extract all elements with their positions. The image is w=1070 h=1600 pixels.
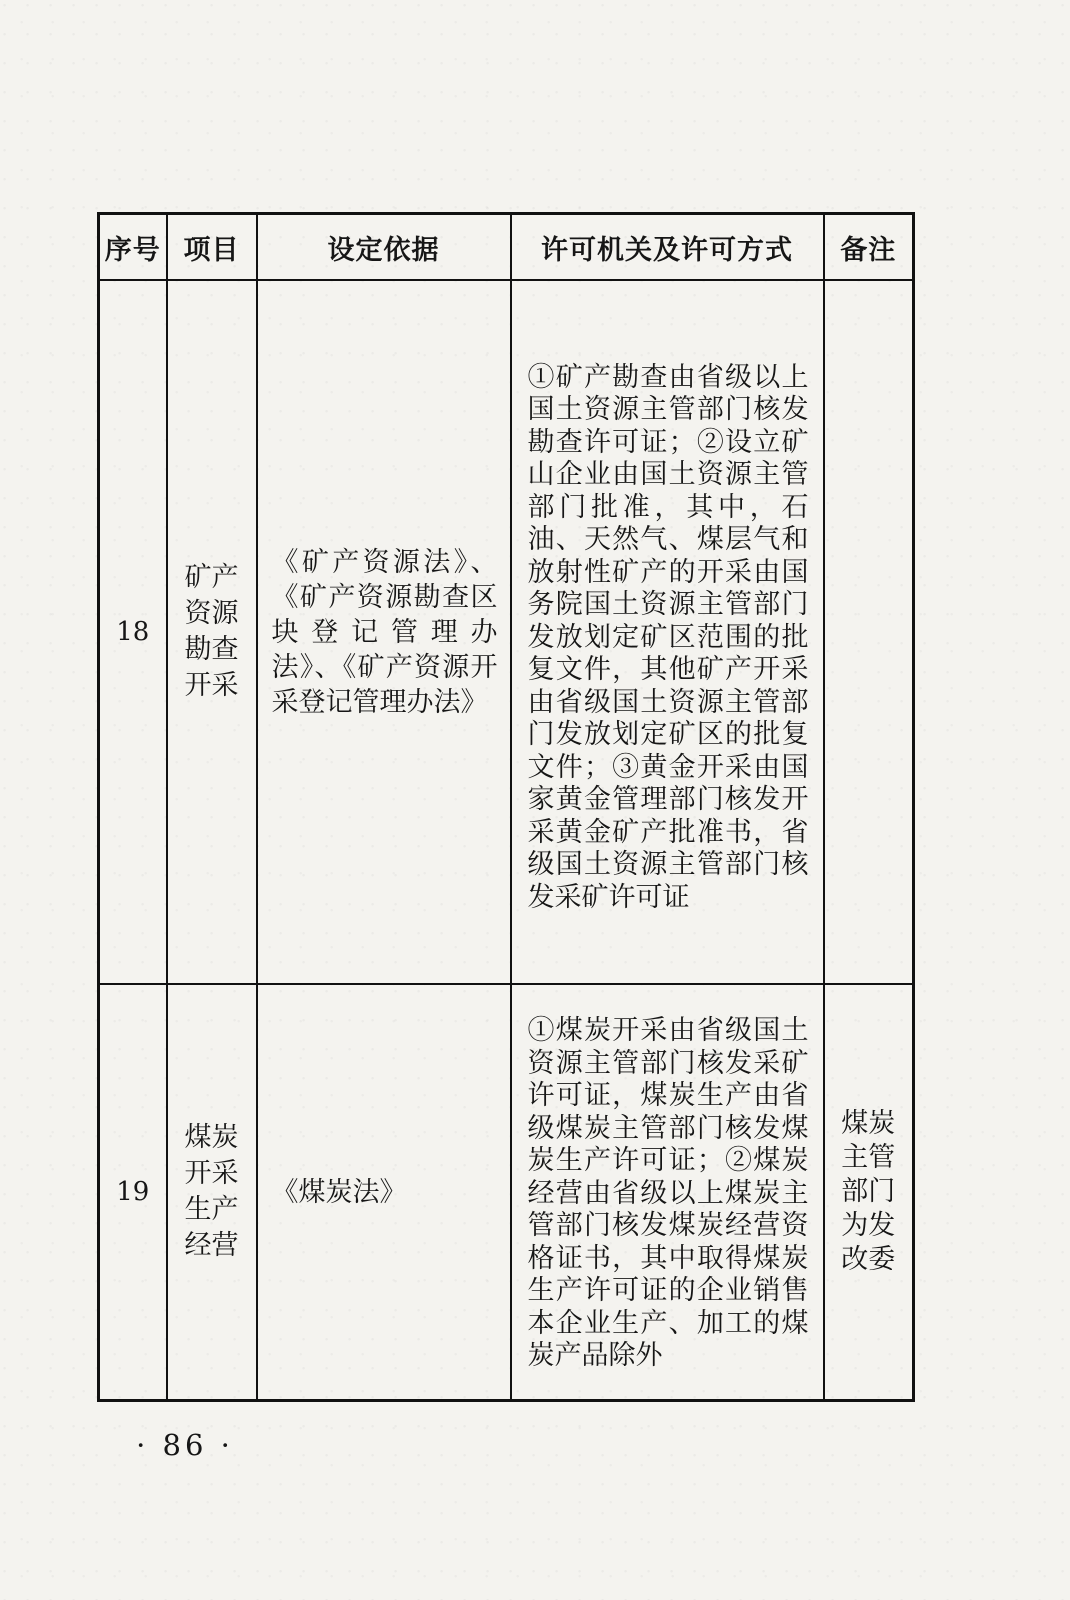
page-number: · 86 · — [136, 1428, 234, 1462]
header-item: 项目 — [167, 214, 257, 281]
table-row — [99, 984, 914, 1401]
row-item-line: 勘查 — [184, 634, 239, 665]
row-remarks-line: 改委 — [841, 1244, 896, 1275]
row-legal-basis: 《煤炭法》 — [257, 984, 511, 1401]
row-item-line: 矿产 — [184, 562, 239, 593]
table-header-row — [99, 214, 914, 281]
row-authority-and-method: ①矿产勘查由省级以上国土资源主管部门核发勘查许可证；②设立矿山企业由国土资源主管部门批准，其中，石油、天然气、煤层气和放射性矿产的开采由国务院国土资源主管部门发放划定矿区范围的批复文件，其他矿产开采由省级国土资源主管部门发放划定矿区的批复文件；③黄金开采由国家黄金管理部门核发开采黄金矿产批准书，省级国土资源主管部门核发采矿许可证 — [511, 280, 824, 984]
row-item-line: 经营 — [184, 1230, 239, 1261]
table-row — [99, 280, 914, 984]
row-authority-and-method: ①煤炭开采由省级国土资源主管部门核发采矿许可证，煤炭生产由省级煤炭主管部门核发煤炭生产许可证；②煤炭经营由省级以上煤炭主管部门核发煤炭经营资格证书，其中取得煤炭生产许可证的企业销售本企业生产、加工的煤炭产品除外 — [511, 984, 824, 1401]
row-remarks-line: 煤炭 — [841, 1108, 896, 1139]
row-item-line: 资源 — [184, 598, 239, 629]
row-item-line: 开采 — [184, 670, 239, 701]
row-remarks-line: 部门 — [841, 1176, 896, 1207]
row-item — [167, 280, 257, 984]
header-serial-no: 序号 — [99, 214, 167, 281]
row-legal-basis: 《矿产资源法》、《矿产资源勘查区块登记管理办法》、《矿产资源开采登记管理办法》 — [257, 280, 511, 984]
row-remarks — [824, 280, 914, 984]
row-item-line: 开采 — [184, 1158, 239, 1189]
row-item — [167, 984, 257, 1401]
permit-table — [97, 212, 915, 1402]
header-authority-and-method: 许可机关及许可方式 — [511, 214, 824, 281]
row-remarks-line: 为发 — [841, 1210, 896, 1241]
row-remarks — [824, 984, 914, 1401]
row-serial-no: 18 — [99, 280, 167, 984]
row-item-line: 生产 — [184, 1194, 239, 1225]
row-serial-no: 19 — [99, 984, 167, 1401]
row-item-line: 煤炭 — [184, 1122, 239, 1153]
header-legal-basis: 设定依据 — [257, 214, 511, 281]
header-remarks: 备注 — [824, 214, 914, 281]
row-remarks-line: 主管 — [841, 1142, 896, 1173]
